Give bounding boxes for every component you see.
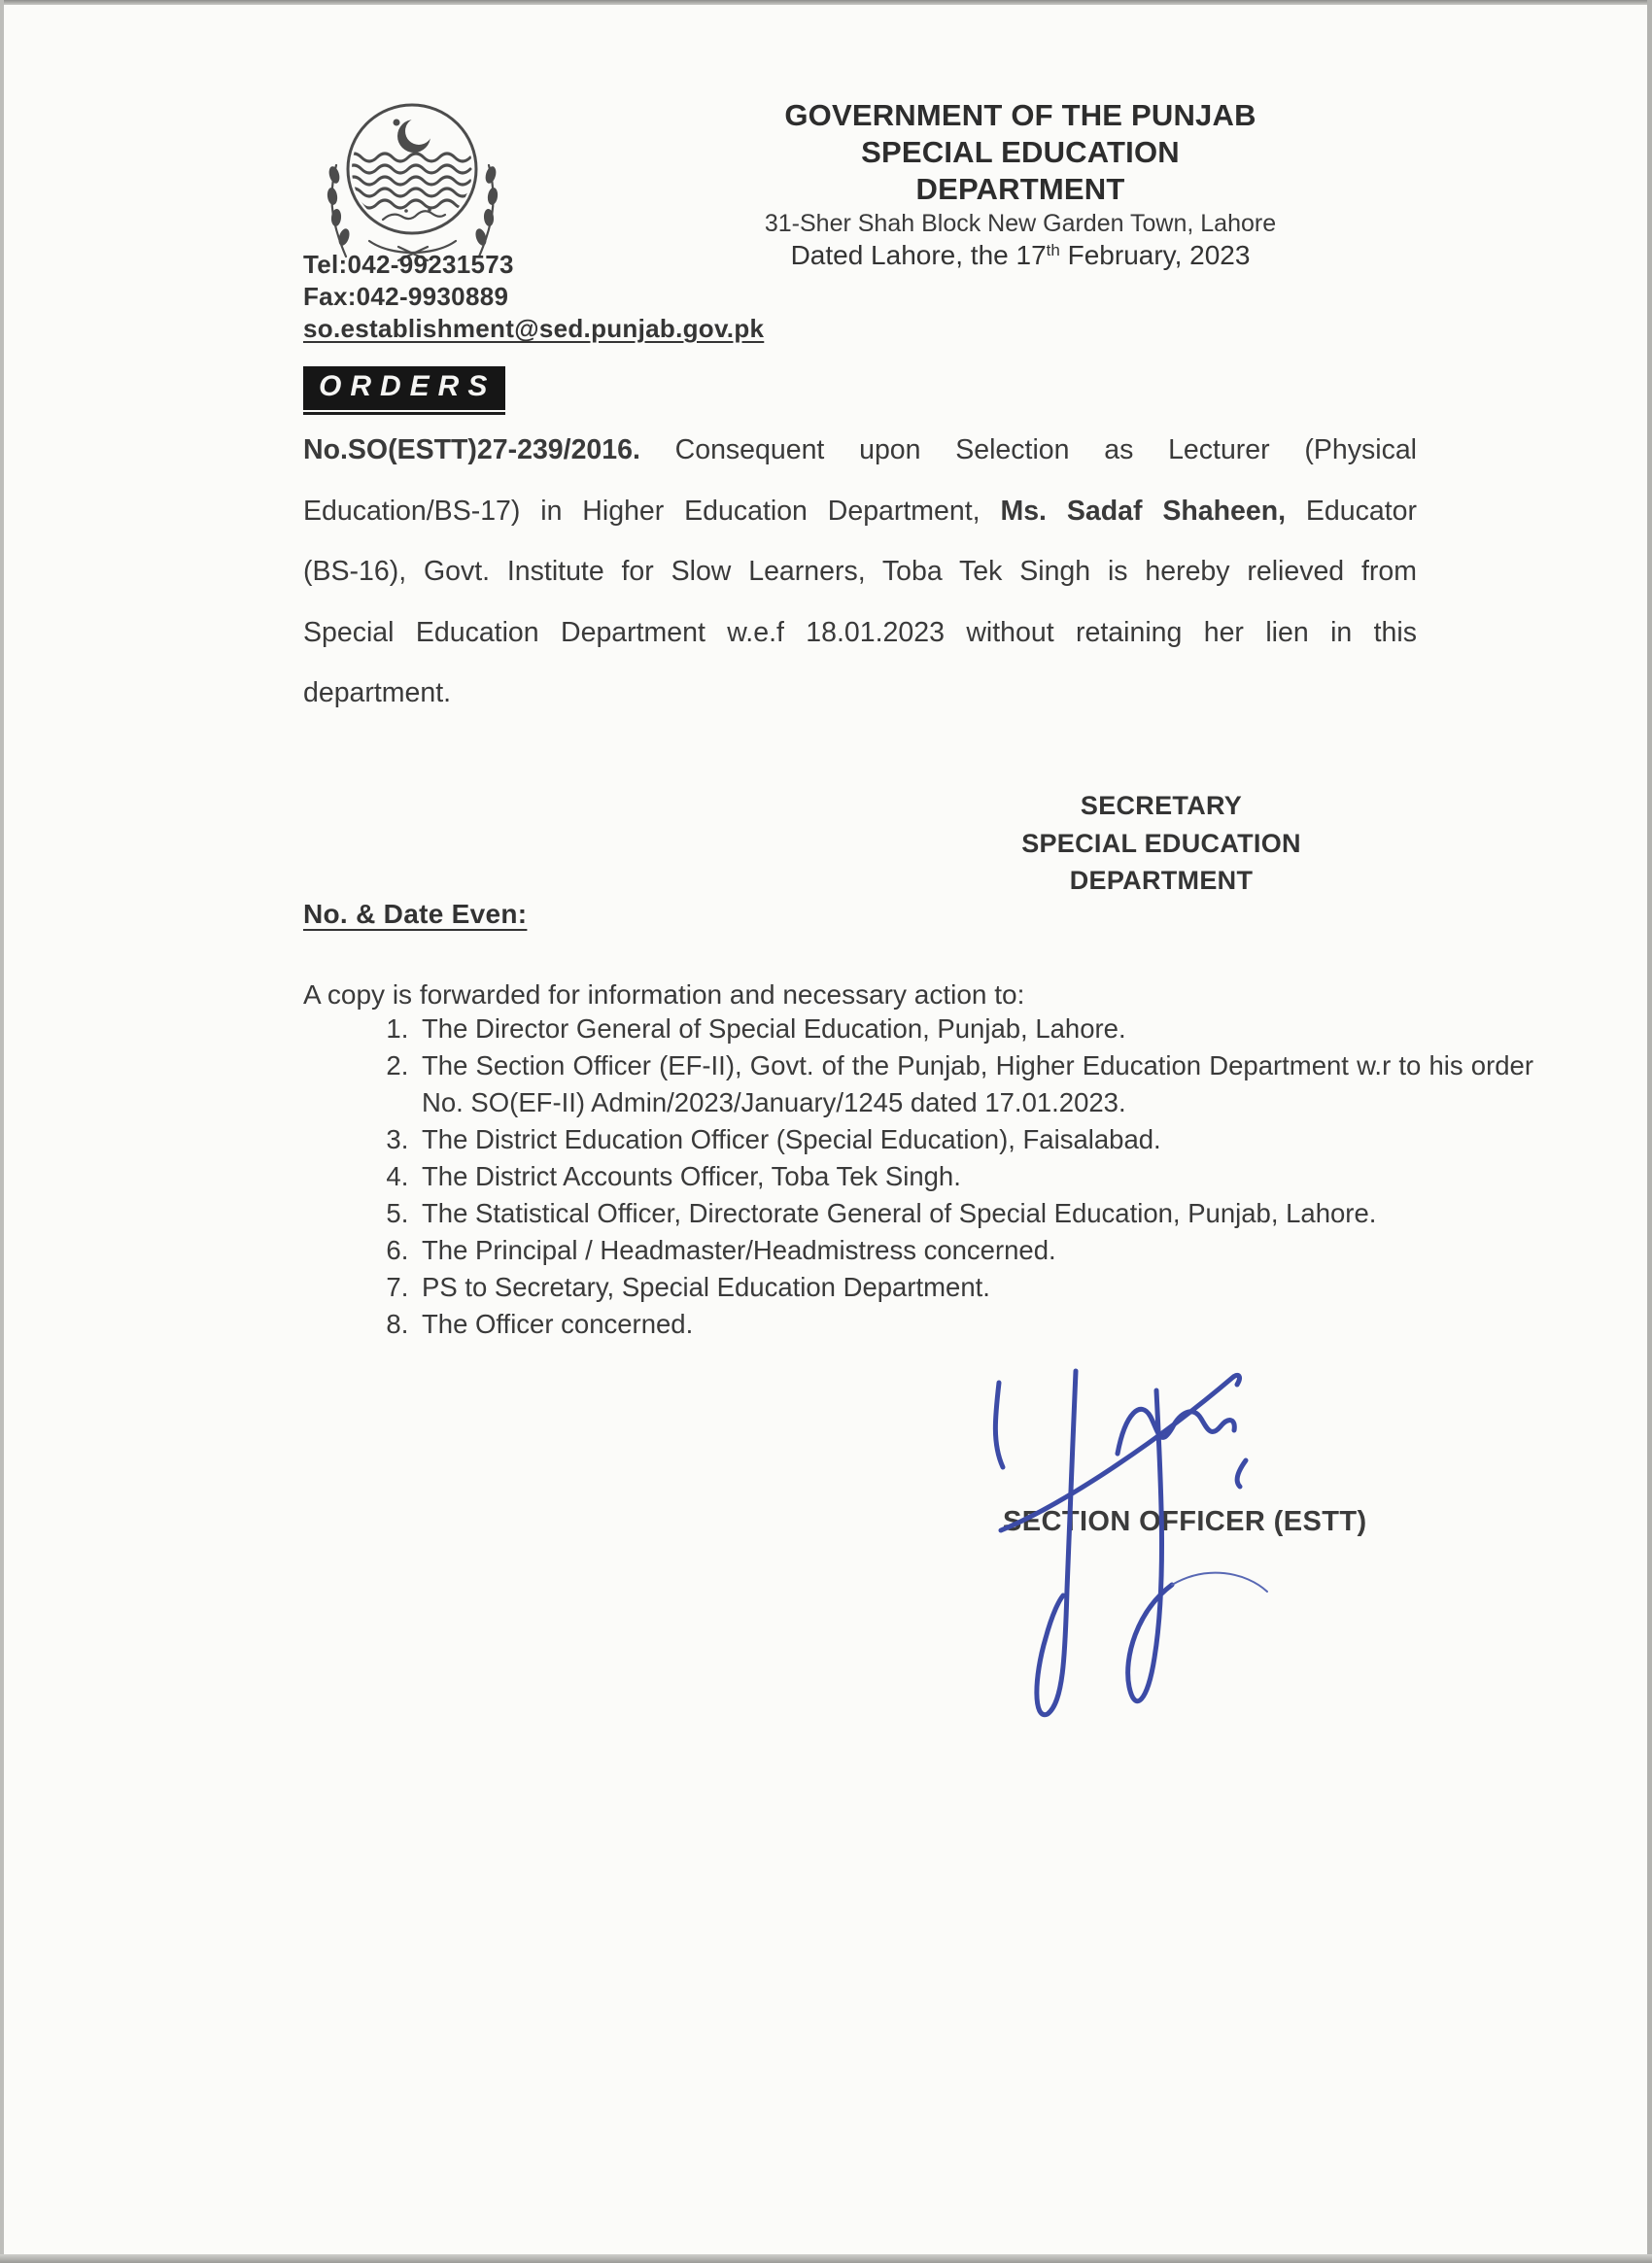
order-body-part2: Educator (BS-16), Govt. Institute for Slow Learners, Toba Tek Singh is hereby relieved from Special Education Department w.e.f 18.01.2023 without retaining her lien in this department. (303, 495, 1417, 708)
org-name-line1: GOVERNMENT OF THE PUNJAB (784, 98, 1256, 132)
list-item: 1. The Director General of Special Education, Punjab, Lahore. (416, 1011, 1533, 1047)
scan-edge-top (0, 0, 1652, 5)
list-item: 8. The Officer concerned. (416, 1306, 1533, 1343)
orders-heading-underline (303, 412, 505, 415)
org-name-line2: SPECIAL EDUCATION DEPARTMENT (861, 135, 1180, 206)
letterhead-org-block (753, 97, 1288, 239)
orders-heading-wrap (303, 366, 505, 415)
order-ref-no: No.SO(ESTT)27-239/2016. (303, 434, 640, 465)
fax-line: Fax:042-9930889 (303, 282, 509, 311)
list-item: 5. The Statistical Officer, Directorate General of Special Education, Punjab, Lahore. (416, 1195, 1533, 1232)
order-paragraph (303, 420, 1417, 724)
list-item: 7. PS to Secretary, Special Education Department. (416, 1269, 1533, 1306)
tel-line: Tel:042-99231573 (303, 250, 514, 279)
letterhead-contact-block (303, 249, 764, 345)
order-officer-name: Ms. Sadaf Shaheen, (1000, 495, 1287, 527)
reference-line: No. & Date Even: (303, 899, 528, 929)
scan-edge-bottom (0, 2254, 1652, 2263)
list-item: 3. The District Education Officer (Special Education), Faisalabad. (416, 1121, 1533, 1158)
date-line (753, 240, 1288, 271)
punjab-crest-logo (313, 93, 512, 266)
signatory-line2: SPECIAL EDUCATION (1021, 828, 1301, 858)
forward-intro: A copy is forwarded for information and necessary action to: (303, 979, 1025, 1010)
scan-edge-right (1647, 0, 1652, 2263)
section-officer-title: SECTION OFFICER (ESTT) (1003, 1506, 1367, 1537)
signatory-line3: DEPARTMENT (1069, 866, 1254, 895)
distribution-list (303, 1011, 1533, 1343)
signatory-block (938, 787, 1385, 900)
signature-ink (962, 1356, 1283, 1757)
signatory-line1: SECRETARY (1080, 791, 1243, 820)
org-address: 31-Sher Shah Block New Garden Town, Lahore (764, 210, 1277, 237)
orders-heading: ORDERS (303, 366, 505, 410)
date-suffix: February, 2023 (1059, 240, 1251, 270)
list-item: 4. The District Accounts Officer, Toba Tek Singh. (416, 1158, 1533, 1195)
scan-edge-left (0, 0, 4, 2263)
date-ordinal: th (1046, 241, 1060, 259)
list-item: 6. The Principal / Headmaster/Headmistress concerned. (416, 1232, 1533, 1269)
order-body-part1: Consequent upon Selection as Lecturer (Physical Education/BS-17) in Higher Education Department, (303, 434, 1417, 527)
list-item: 2. The Section Officer (EF-II), Govt. of the Punjab, Higher Education Department w.r to his order No. SO(EF-II) Admin/2023/January/1245 dated 17.01.2023. (416, 1047, 1533, 1121)
email-line: so.establishment@sed.punjab.gov.pk (303, 314, 765, 343)
date-prefix: Dated Lahore, the 17 (790, 240, 1047, 270)
